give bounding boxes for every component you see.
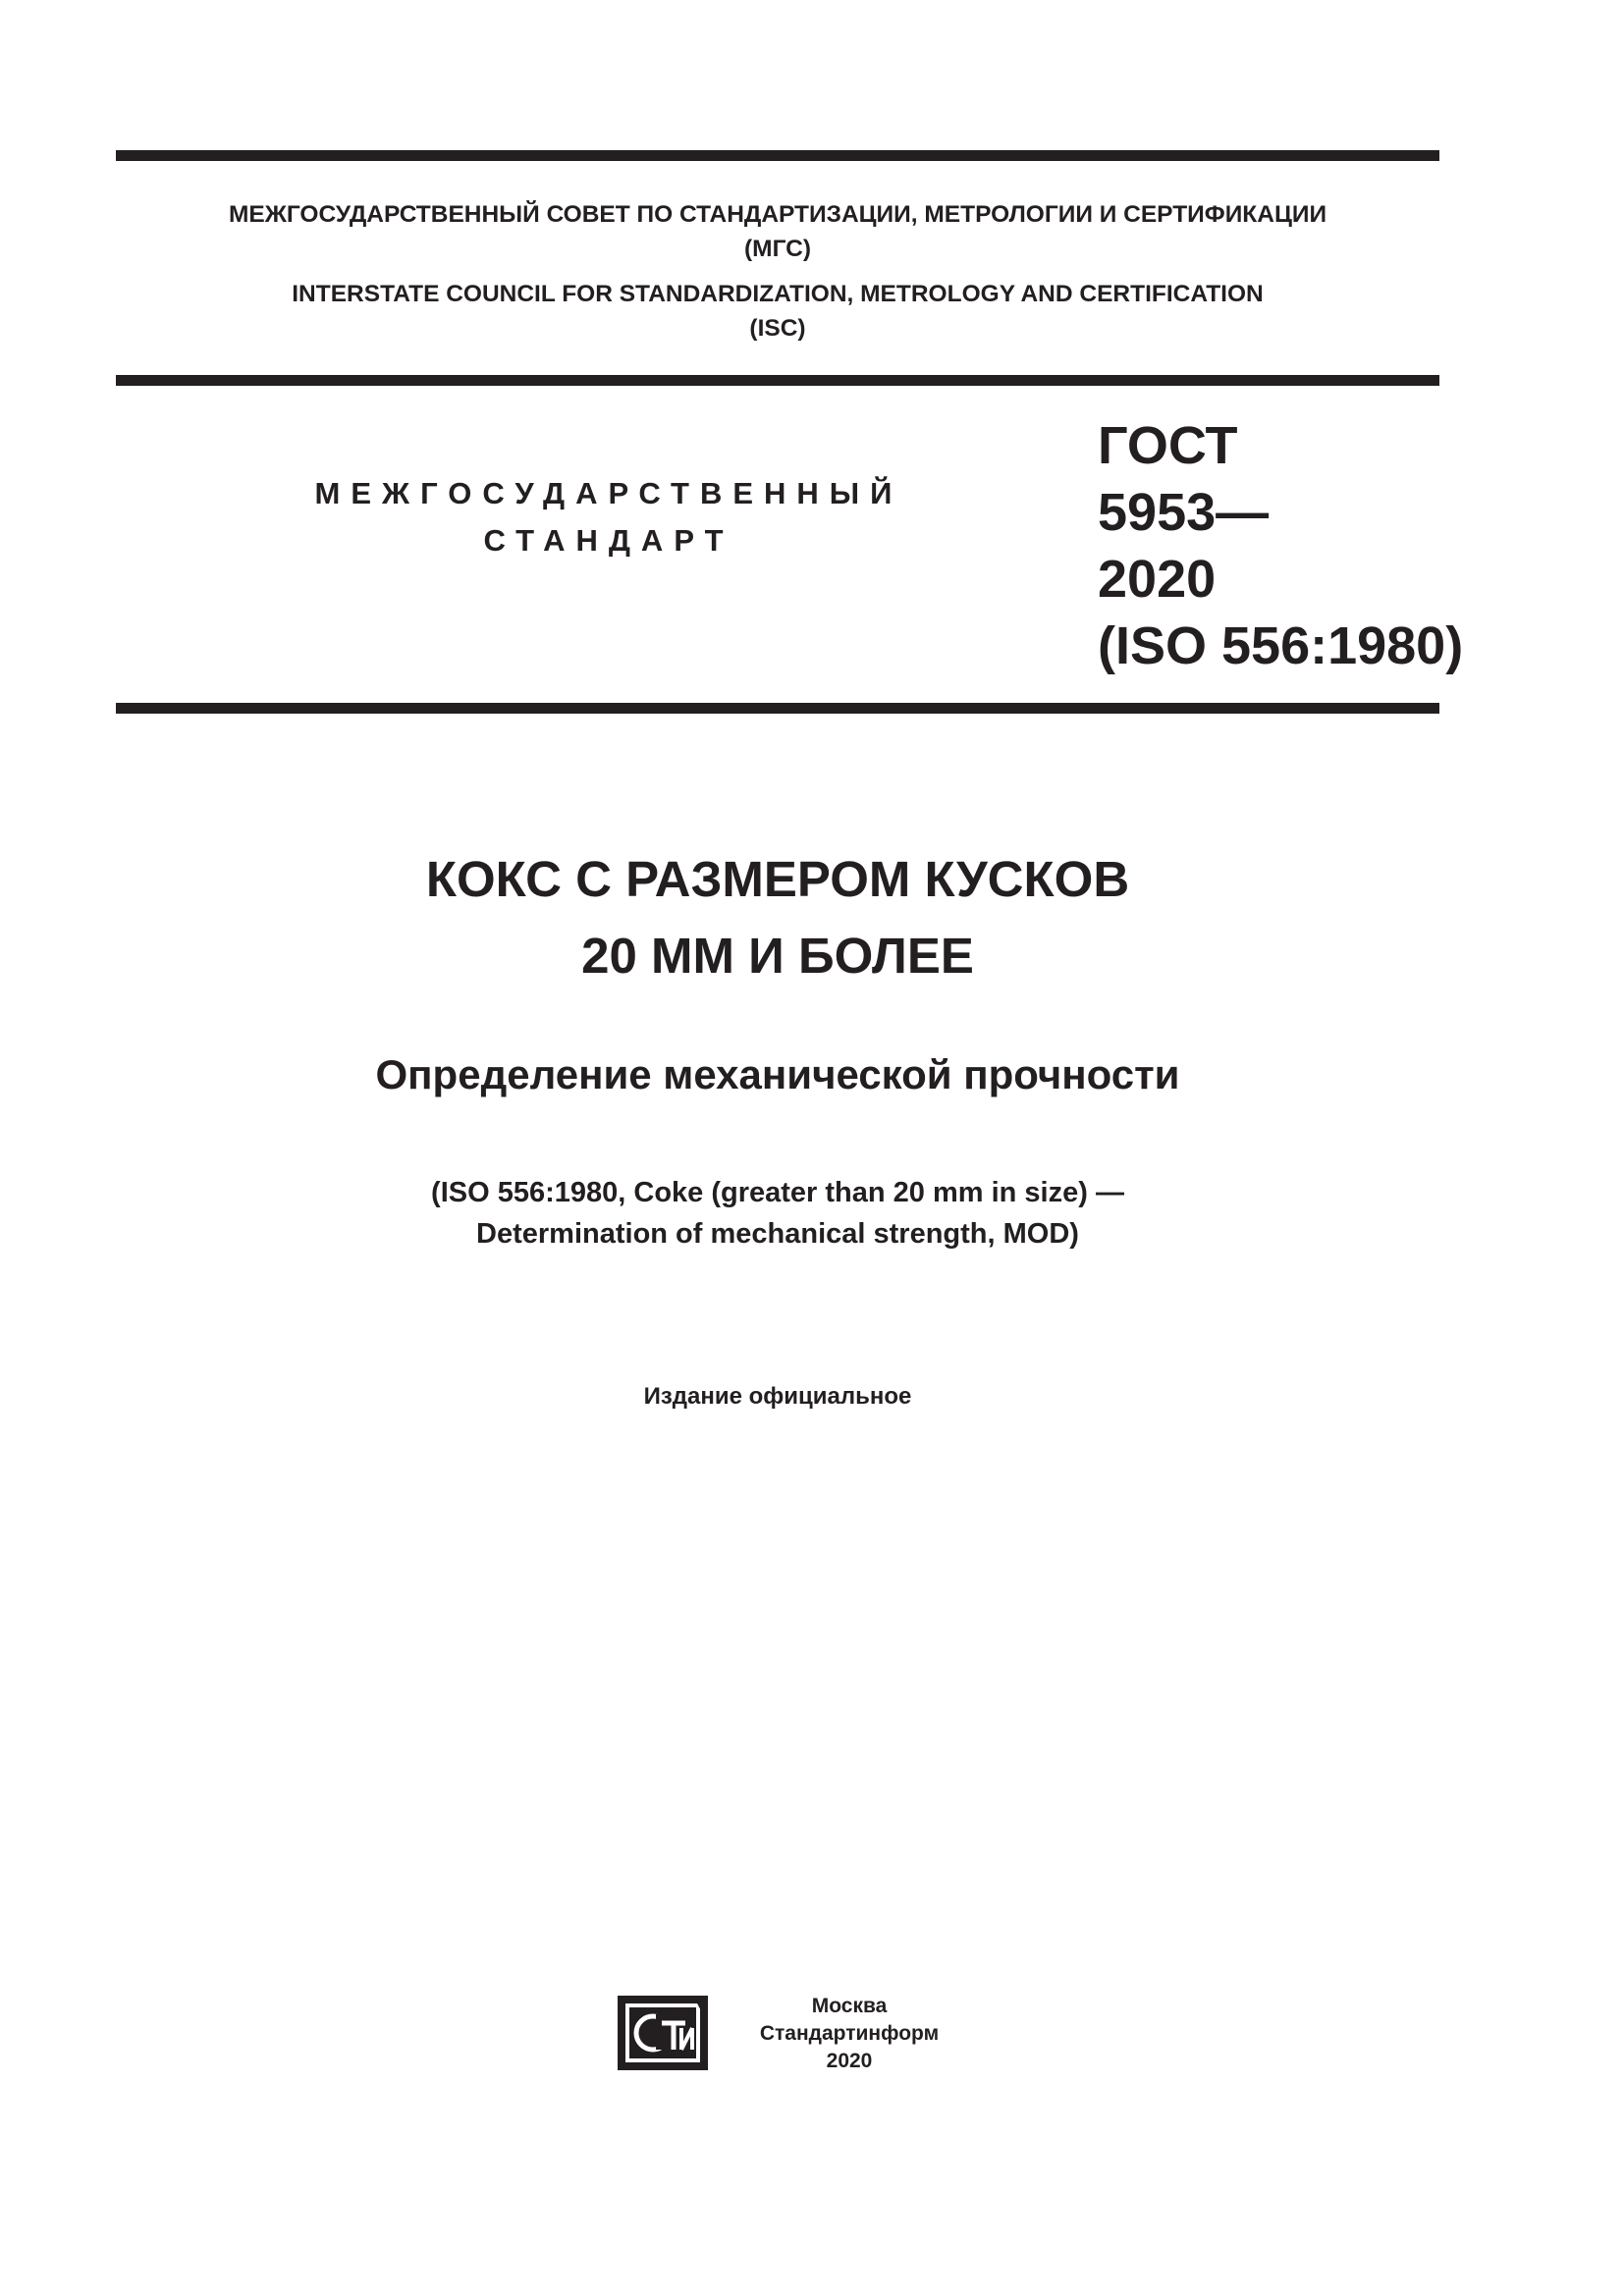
- top-rule: [116, 150, 1439, 161]
- council-abbr-en: (ISC): [749, 315, 806, 342]
- document-subtitle: Определение механической прочности: [375, 1051, 1180, 1097]
- council-name-en: INTERSTATE COUNCIL FOR STANDARDIZATION, METROLOGY AND CERTIFICATION: [292, 281, 1264, 307]
- designation-iso: (ISO 556:1980): [1098, 616, 1464, 675]
- publisher-city: Москва: [811, 1995, 888, 2017]
- standard-kind-line2: СТАНДАРТ: [483, 523, 734, 558]
- origin-reference-line1: (ISO 556:1980, Coke (greater than 20 mm in size) —: [431, 1177, 1124, 1208]
- designation-prefix: ГОСТ: [1098, 416, 1238, 475]
- document-title-line2: 20 ММ И БОЛЕЕ: [581, 928, 974, 984]
- origin-reference-line2: Determination of mechanical strength, MOD): [476, 1218, 1079, 1250]
- designation-year: 2020: [1098, 550, 1217, 609]
- middle-rule: [116, 375, 1439, 386]
- document-title-line1: КОКС С РАЗМЕРОМ КУСКОВ: [425, 851, 1130, 907]
- publisher-year: 2020: [826, 2050, 873, 2072]
- council-name-ru: МЕЖГОСУДАРСТВЕННЫЙ СОВЕТ ПО СТАНДАРТИЗАЦИИ, МЕТРОЛОГИИ И СЕРТИФИКАЦИИ: [228, 201, 1327, 228]
- publisher-name: Стандартинформ: [759, 2022, 940, 2045]
- designation-number: 5953—: [1098, 483, 1270, 542]
- edition-note: Издание официальное: [643, 1383, 912, 1410]
- standard-kind-line1: МЕЖГОСУДАРСТВЕННЫЙ: [314, 476, 903, 510]
- council-abbr-ru: (МГС): [744, 236, 811, 262]
- standartinform-logo-icon: [617, 1995, 709, 2071]
- bottom-rule: [116, 703, 1439, 714]
